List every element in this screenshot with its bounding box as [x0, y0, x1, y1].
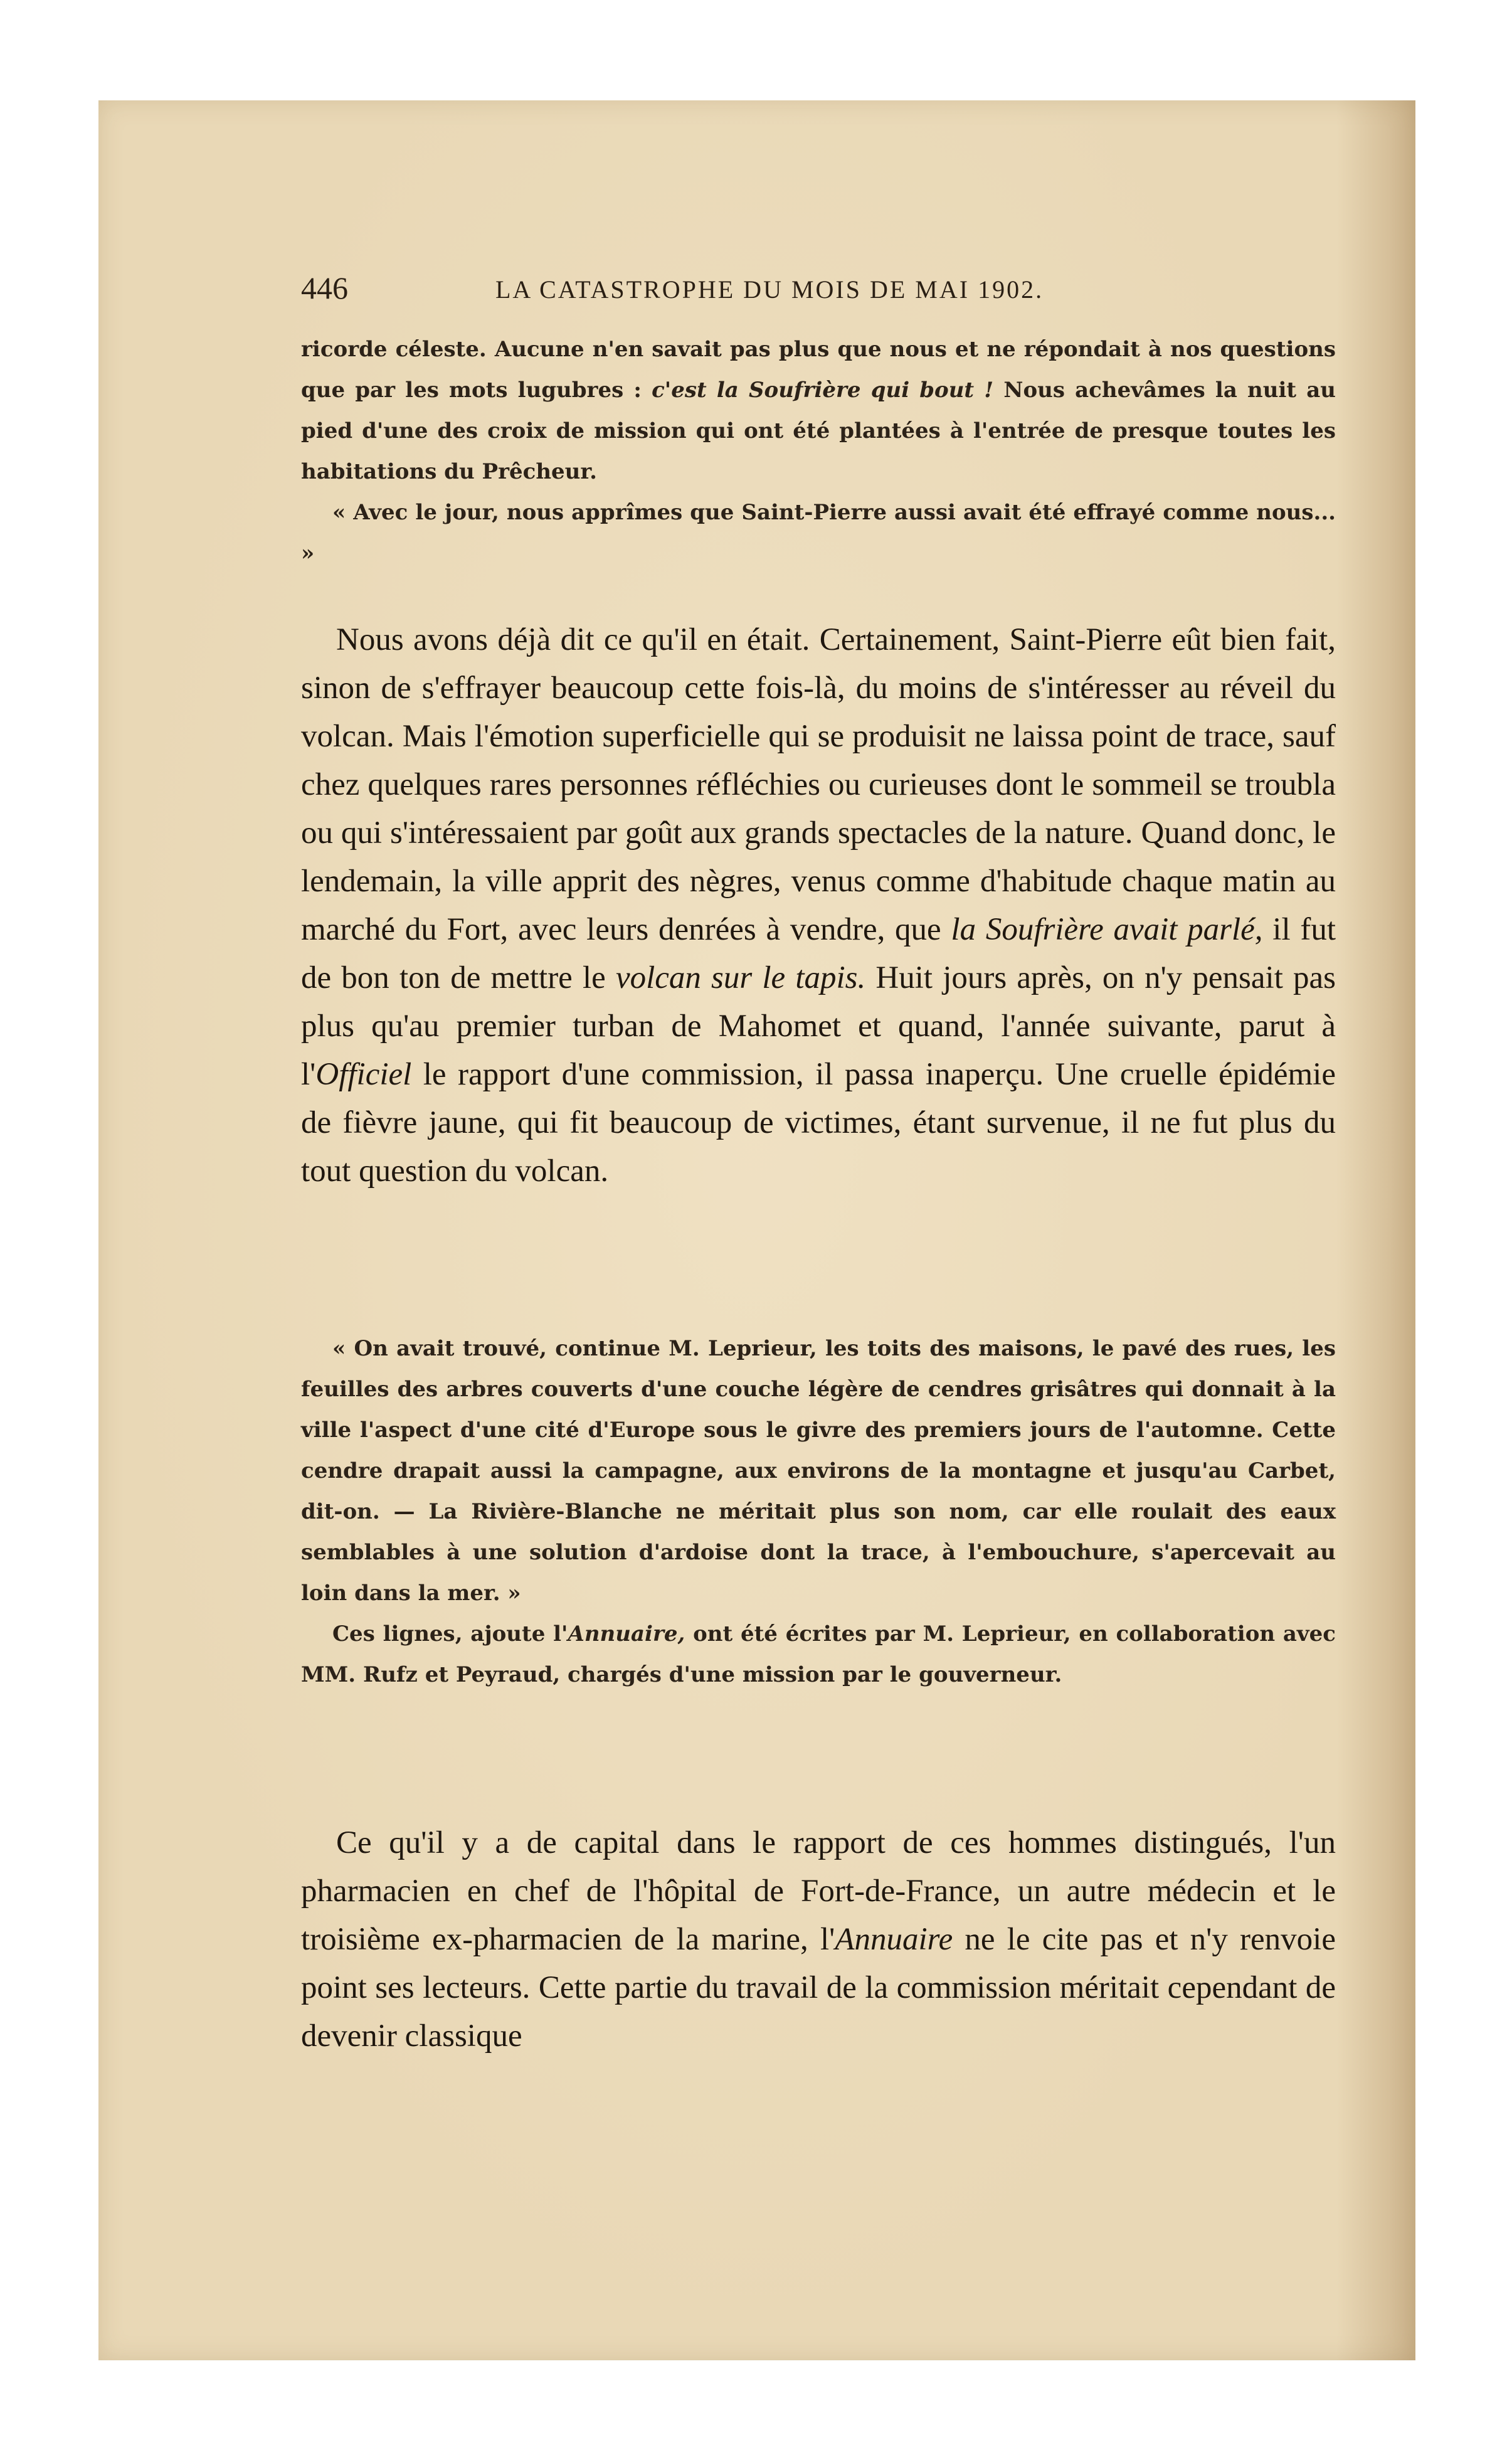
text-run: ne le cite pas et n'y renvoie point ses lecteurs. Cette partie du travail de la commission méritait cependant de devenir classique [301, 1922, 1336, 2054]
italic-run: Officiel [315, 1057, 412, 1092]
text-run: ricorde céleste. Aucune n'en savait pas plus que nous et ne répondait à nos questions que par les mots lugubres : [301, 337, 1336, 403]
quote-block-2 [301, 1328, 1336, 1695]
text-run: Huit jours après, on n'y pensait pas plus qu'au premier turban de Mahomet et quand, l'année suivante, parut à l' [301, 960, 1336, 1092]
quote-paragraph: « On avait trouvé, continue M. Leprieur, les toits des maisons, le pavé des rues, les feuilles des arbres couverts d'une couche légère de cendres grisâtres qui donnait à la ville l'aspect d'une cité d'Europe sous le givre des premiers jours de l'automne. Cette cendre drapait aussi la campagne, aux environs de la montagne et jusqu'au Carbet, dit-on. — La Rivière-Blanche ne méritait plus son nom, car elle roulait des eaux semblables à une solution d'ardoise dont la trace, à l'embouchure, s'apercevait au loin dans la mer. » [301, 1336, 1336, 1606]
italic-run: c'est la Soufrière qui bout ! [652, 378, 994, 403]
page-header [301, 270, 1148, 307]
text-run: Nous achevâmes la nuit au pied d'une des croix de mission qui ont été plantées à l'entrée de presque toutes les habitations du Prêcheur. [301, 378, 1336, 484]
body-paragraph-1 [301, 616, 1336, 1196]
page-number: 446 [301, 270, 348, 305]
quote-block-1 [301, 329, 1336, 574]
italic-run: la Soufrière avait parlé, [951, 912, 1263, 947]
text-run: ont été écrites par M. Leprieur, en collaboration avec MM. Rufz et Peyraud, chargés d'une mission par le gouverneur. [301, 1621, 1336, 1687]
running-title: LA CATASTROPHE DU MOIS DE MAI 1902. [495, 275, 1044, 304]
quote-paragraph [301, 1614, 1336, 1695]
text-run: Nous avons déjà dit ce qu'il en était. Certainement, Saint-Pierre eût bien fait, sinon de s'effrayer beaucoup cette fois-là, du moins de s'intéresser au réveil du volcan. Mais l'émotion superficielle qui se produisit ne laissa point de trace, sauf chez quelques rares personnes réfléchies ou curieuses dont le sommeil se troubla ou qui s'intéressaient par goût aux grands spectacles de la nature. Quand donc, le lendemain, la ville apprit des nègres, venus comme d'habitude chaque matin au marché du Fort, avec leurs denrées à vendre, que [301, 622, 1336, 947]
text-run: Ces lignes, ajoute l' [332, 1621, 568, 1647]
text-run: il fut de bon ton de mettre le [301, 912, 1336, 995]
quote-paragraph [301, 329, 1336, 492]
text-run: Ce qu'il y a de capital dans le rapport de ces hommes distingués, l'un pharmacien en chef de l'hôpital de Fort-de-France, un autre médecin et le troisième ex-pharmacien de la marine, l' [301, 1825, 1336, 1957]
italic-run: Annuaire, [568, 1621, 685, 1647]
body-paragraph [301, 616, 1336, 1196]
text-run: le rapport d'une commission, il passa inaperçu. Une cruelle épidémie de fièvre jaune, qui fit beaucoup de victimes, étant survenue, il ne fut plus du tout question du volcan. [301, 1057, 1336, 1189]
italic-run: volcan sur le tapis. [615, 960, 866, 995]
italic-run: Annuaire [835, 1922, 953, 1957]
body-paragraph [301, 1819, 1336, 2060]
quote-paragraph: « Avec le jour, nous apprîmes que Saint-Pierre aussi avait été effrayé comme nous... » [301, 500, 1336, 566]
body-paragraph-2 [301, 1819, 1336, 2060]
